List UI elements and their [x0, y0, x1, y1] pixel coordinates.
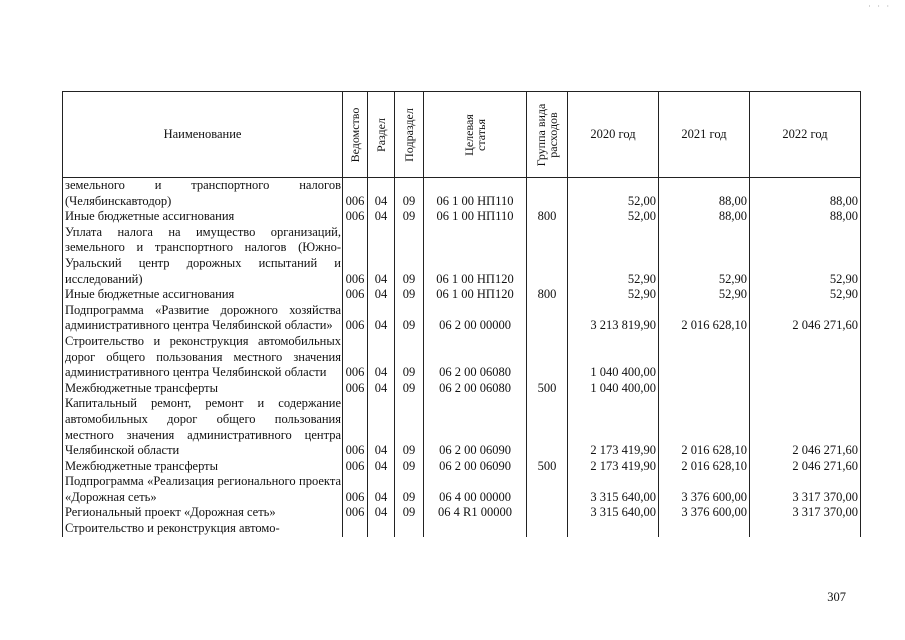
row-name: Подпрограмма «Реализация регионального проекта «Дорожная сеть»: [63, 474, 343, 505]
row-celevaya: 06 1 00 НП110: [424, 178, 527, 210]
row-2022: 2 046 271,60: [750, 459, 861, 475]
row-2022: 2 046 271,60: [750, 303, 861, 334]
row-razdel: 04: [368, 381, 395, 397]
table-header-row: [63, 92, 861, 178]
row-2021: 52,90: [659, 287, 750, 303]
row-2022: 52,90: [750, 287, 861, 303]
table-row: [63, 396, 861, 458]
budget-table: [62, 91, 861, 537]
row-2021: 3 376 600,00: [659, 505, 750, 521]
row-gruppa: [527, 396, 568, 458]
row-2021: [659, 521, 750, 537]
table-row: [63, 178, 861, 210]
row-vedomstvo: 006: [343, 474, 368, 505]
row-2022: 3 317 370,00: [750, 474, 861, 505]
row-razdel: 04: [368, 225, 395, 287]
row-vedomstvo: [343, 521, 368, 537]
row-celevaya: 06 2 00 06080: [424, 381, 527, 397]
row-2020: 2 173 419,90: [568, 459, 659, 475]
row-name: Подпрограмма «Развитие дорожного хозяйства административного центра Челябинской области»: [63, 303, 343, 334]
row-celevaya: [424, 521, 527, 537]
table-row: [63, 209, 861, 225]
row-podrazdel: 09: [395, 287, 424, 303]
row-razdel: 04: [368, 505, 395, 521]
header-podrazdel-label: Подраздел: [402, 107, 416, 162]
row-name: Строительство и реконструкция автомобильных дорог общего пользования местного значения административного центра Челябинской области: [63, 334, 343, 381]
row-vedomstvo: 006: [343, 396, 368, 458]
header-celevaya: [424, 92, 527, 178]
table-row: [63, 303, 861, 334]
row-2020: 52,00: [568, 178, 659, 210]
header-vedomstvo-label: Ведомство: [348, 107, 362, 162]
row-2022: 2 046 271,60: [750, 396, 861, 458]
row-vedomstvo: 006: [343, 303, 368, 334]
row-name: Региональный проект «Дорожная сеть»: [63, 505, 343, 521]
row-name: Уплата налога на имущество организаций, земельного и транспортного налогов (Южно-Уральский центр дорожных испытаний и исследований): [63, 225, 343, 287]
page-number: 307: [827, 590, 846, 604]
row-gruppa: [527, 505, 568, 521]
row-gruppa: [527, 178, 568, 210]
header-name: Наименование: [63, 92, 343, 178]
row-vedomstvo: 006: [343, 459, 368, 475]
row-razdel: 04: [368, 334, 395, 381]
header-celevaya-label: Целевая статья: [462, 113, 488, 156]
row-gruppa: [527, 474, 568, 505]
row-2021: 52,90: [659, 225, 750, 287]
row-name: Межбюджетные трансферты: [63, 459, 343, 475]
row-2021: 3 376 600,00: [659, 474, 750, 505]
row-2020: 3 315 640,00: [568, 474, 659, 505]
row-2022: [750, 521, 861, 537]
row-2021: [659, 334, 750, 381]
row-razdel: 04: [368, 303, 395, 334]
row-podrazdel: 09: [395, 459, 424, 475]
row-2021: [659, 381, 750, 397]
table-row: [63, 334, 861, 381]
row-celevaya: 06 1 00 НП120: [424, 287, 527, 303]
header-2022: 2022 год: [750, 92, 861, 178]
row-podrazdel: 09: [395, 474, 424, 505]
row-gruppa: 800: [527, 287, 568, 303]
row-gruppa: [527, 521, 568, 537]
row-2020: 3 213 819,90: [568, 303, 659, 334]
row-2020: 52,90: [568, 225, 659, 287]
row-name: земельного и транспортного налогов (Челябинскавтодор): [63, 178, 343, 210]
row-razdel: [368, 521, 395, 537]
table-row: [63, 521, 861, 537]
table-row: [63, 505, 861, 521]
row-gruppa: [527, 303, 568, 334]
header-razdel-label: Раздел: [374, 117, 388, 152]
row-razdel: 04: [368, 459, 395, 475]
header-gruppa-label: Группа вида расходов: [534, 103, 560, 166]
row-2020: 52,90: [568, 287, 659, 303]
row-2021: 2 016 628,10: [659, 303, 750, 334]
row-gruppa: [527, 225, 568, 287]
row-celevaya: 06 1 00 НП110: [424, 209, 527, 225]
row-razdel: 04: [368, 178, 395, 210]
row-celevaya: 06 1 00 НП120: [424, 225, 527, 287]
header-vedomstvo: [343, 92, 368, 178]
row-name: Иные бюджетные ассигнования: [63, 287, 343, 303]
row-2021: 88,00: [659, 209, 750, 225]
row-2020: 3 315 640,00: [568, 505, 659, 521]
row-vedomstvo: 006: [343, 287, 368, 303]
row-podrazdel: 09: [395, 381, 424, 397]
row-2021: 2 016 628,10: [659, 459, 750, 475]
row-razdel: 04: [368, 287, 395, 303]
row-2020: 2 173 419,90: [568, 396, 659, 458]
table-row: [63, 225, 861, 287]
row-2021: 2 016 628,10: [659, 396, 750, 458]
row-name: Межбюджетные трансферты: [63, 381, 343, 397]
row-gruppa: 800: [527, 209, 568, 225]
table-row: [63, 381, 861, 397]
row-celevaya: 06 2 00 00000: [424, 303, 527, 334]
table-row: [63, 287, 861, 303]
row-2022: 88,00: [750, 209, 861, 225]
row-2020: [568, 521, 659, 537]
row-vedomstvo: 006: [343, 381, 368, 397]
row-vedomstvo: 006: [343, 225, 368, 287]
table-body: [63, 178, 861, 537]
header-2021: 2021 год: [659, 92, 750, 178]
row-podrazdel: 09: [395, 209, 424, 225]
row-name: Капитальный ремонт, ремонт и содержание автомобильных дорог общего пользования местного значения административного центра Челябинской области: [63, 396, 343, 458]
row-podrazdel: [395, 521, 424, 537]
row-name: Иные бюджетные ассигнования: [63, 209, 343, 225]
row-vedomstvo: 006: [343, 178, 368, 210]
row-podrazdel: 09: [395, 303, 424, 334]
row-name: Строительство и реконструкция автомо-: [63, 521, 343, 537]
row-celevaya: 06 2 00 06090: [424, 396, 527, 458]
row-celevaya: 06 4 00 00000: [424, 474, 527, 505]
row-gruppa: [527, 334, 568, 381]
row-razdel: 04: [368, 474, 395, 505]
row-celevaya: 06 4 R1 00000: [424, 505, 527, 521]
row-2022: 3 317 370,00: [750, 505, 861, 521]
row-gruppa: 500: [527, 381, 568, 397]
table-row: [63, 474, 861, 505]
row-2022: [750, 334, 861, 381]
row-vedomstvo: 006: [343, 505, 368, 521]
row-2022: 88,00: [750, 178, 861, 210]
header-razdel: [368, 92, 395, 178]
row-2021: 88,00: [659, 178, 750, 210]
row-razdel: 04: [368, 396, 395, 458]
row-vedomstvo: 006: [343, 209, 368, 225]
row-celevaya: 06 2 00 06080: [424, 334, 527, 381]
header-2020: 2020 год: [568, 92, 659, 178]
row-celevaya: 06 2 00 06090: [424, 459, 527, 475]
header-podrazdel: [395, 92, 424, 178]
row-2022: 52,90: [750, 225, 861, 287]
row-2020: 1 040 400,00: [568, 381, 659, 397]
row-podrazdel: 09: [395, 334, 424, 381]
row-vedomstvo: 006: [343, 334, 368, 381]
row-podrazdel: 09: [395, 178, 424, 210]
row-2020: 52,00: [568, 209, 659, 225]
table-row: [63, 459, 861, 475]
row-podrazdel: 09: [395, 225, 424, 287]
row-2020: 1 040 400,00: [568, 334, 659, 381]
header-gruppa: [527, 92, 568, 178]
row-razdel: 04: [368, 209, 395, 225]
row-podrazdel: 09: [395, 396, 424, 458]
row-gruppa: 500: [527, 459, 568, 475]
row-podrazdel: 09: [395, 505, 424, 521]
row-2022: [750, 381, 861, 397]
scan-artifact: · · ·: [868, 2, 891, 11]
